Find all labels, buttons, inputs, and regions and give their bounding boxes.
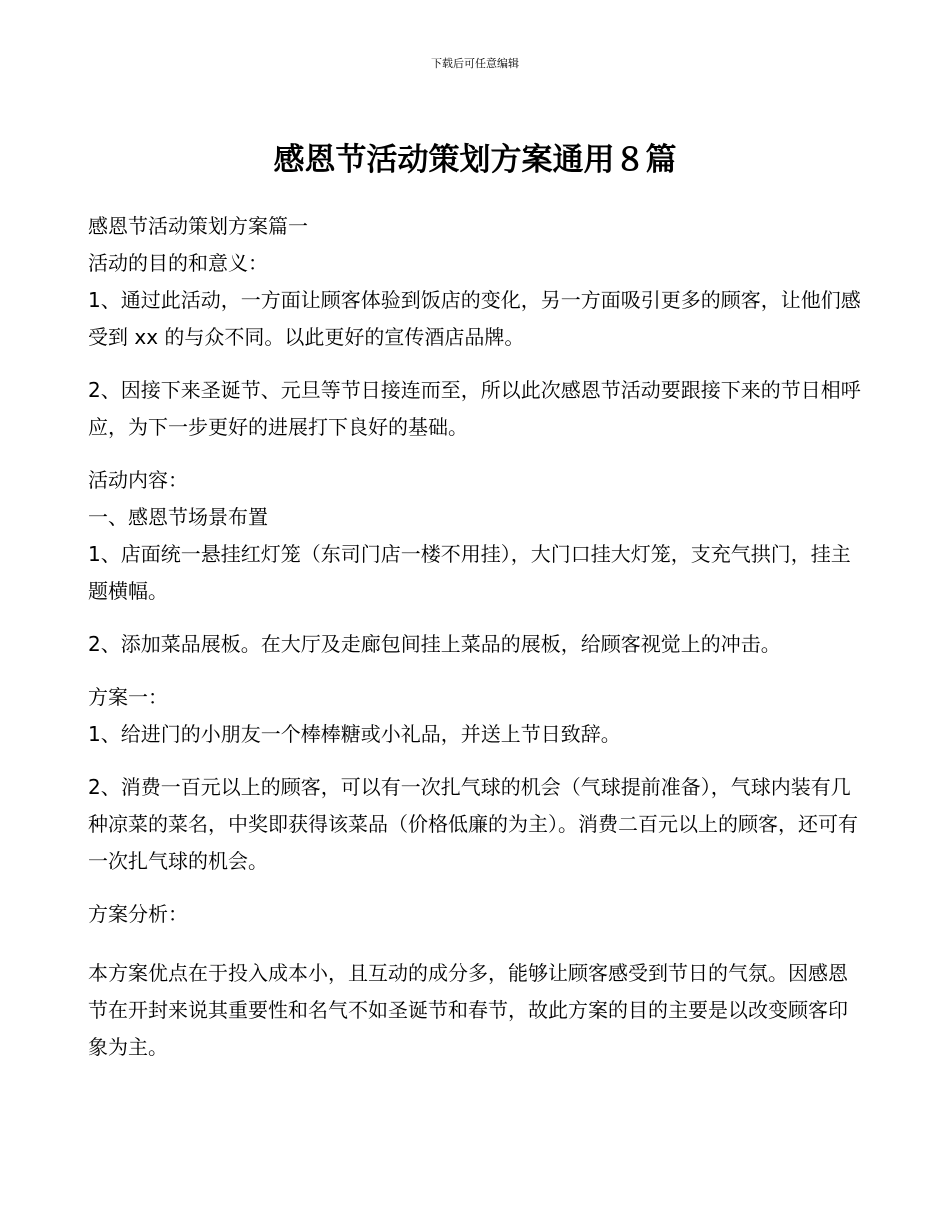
paragraph: 1、店面统一悬挂红灯笼（东司门店一楼不用挂），大门口挂大灯笼，支充气拱门，挂主题横幅。 xyxy=(88,542,851,603)
subheading: 活动的目的和意义： xyxy=(88,251,268,275)
paragraph: 本方案优点在于投入成本小，且互动的成分多，能够让顾客感受到节日的气氛。因感恩节在开封来说其重要性和名气不如圣诞节和春节，故此方案的目的主要是以改变顾客印象为主。 xyxy=(88,961,848,1059)
subheading: 方案分析： xyxy=(88,902,188,926)
document-title: 感恩节活动策划方案通用８篇 xyxy=(273,142,677,178)
subheading: 方案一： xyxy=(88,685,168,709)
paragraph: 1、给进门的小朋友一个棒棒糖或小礼品，并送上节日致辞。 xyxy=(88,722,621,746)
document-body xyxy=(88,208,866,1066)
paragraph: 1、通过此活动，一方面让顾客体验到饭店的变化，另一方面吸引更多的顾客，让他们感受到 xx 的与众不同。以此更好的宣传酒店品牌。 xyxy=(88,288,861,349)
header-note: 下载后可任意编辑 xyxy=(431,57,519,70)
paragraph: 2、添加菜品展板。在大厅及走廊包间挂上菜品的展板，给顾客视觉上的冲击。 xyxy=(88,632,781,656)
subheading: 一、感恩节场景布置 xyxy=(88,505,268,529)
paragraph: 2、消费一百元以上的顾客，可以有一次扎气球的机会（气球提前准备），气球内装有几种凉菜的菜名，中奖即获得该菜品（价格低廉的为主）。消费二百元以上的顾客，还可有一次扎气球的机会。 xyxy=(88,775,858,873)
section-heading: 感恩节活动策划方案篇一 xyxy=(88,214,308,238)
paragraph: 2、因接下来圣诞节、元旦等节日接连而至，所以此次感恩节活动要跟接下来的节日相呼应，为下一步更好的进展打下良好的基础。 xyxy=(88,378,861,439)
subheading: 活动内容： xyxy=(88,468,188,492)
